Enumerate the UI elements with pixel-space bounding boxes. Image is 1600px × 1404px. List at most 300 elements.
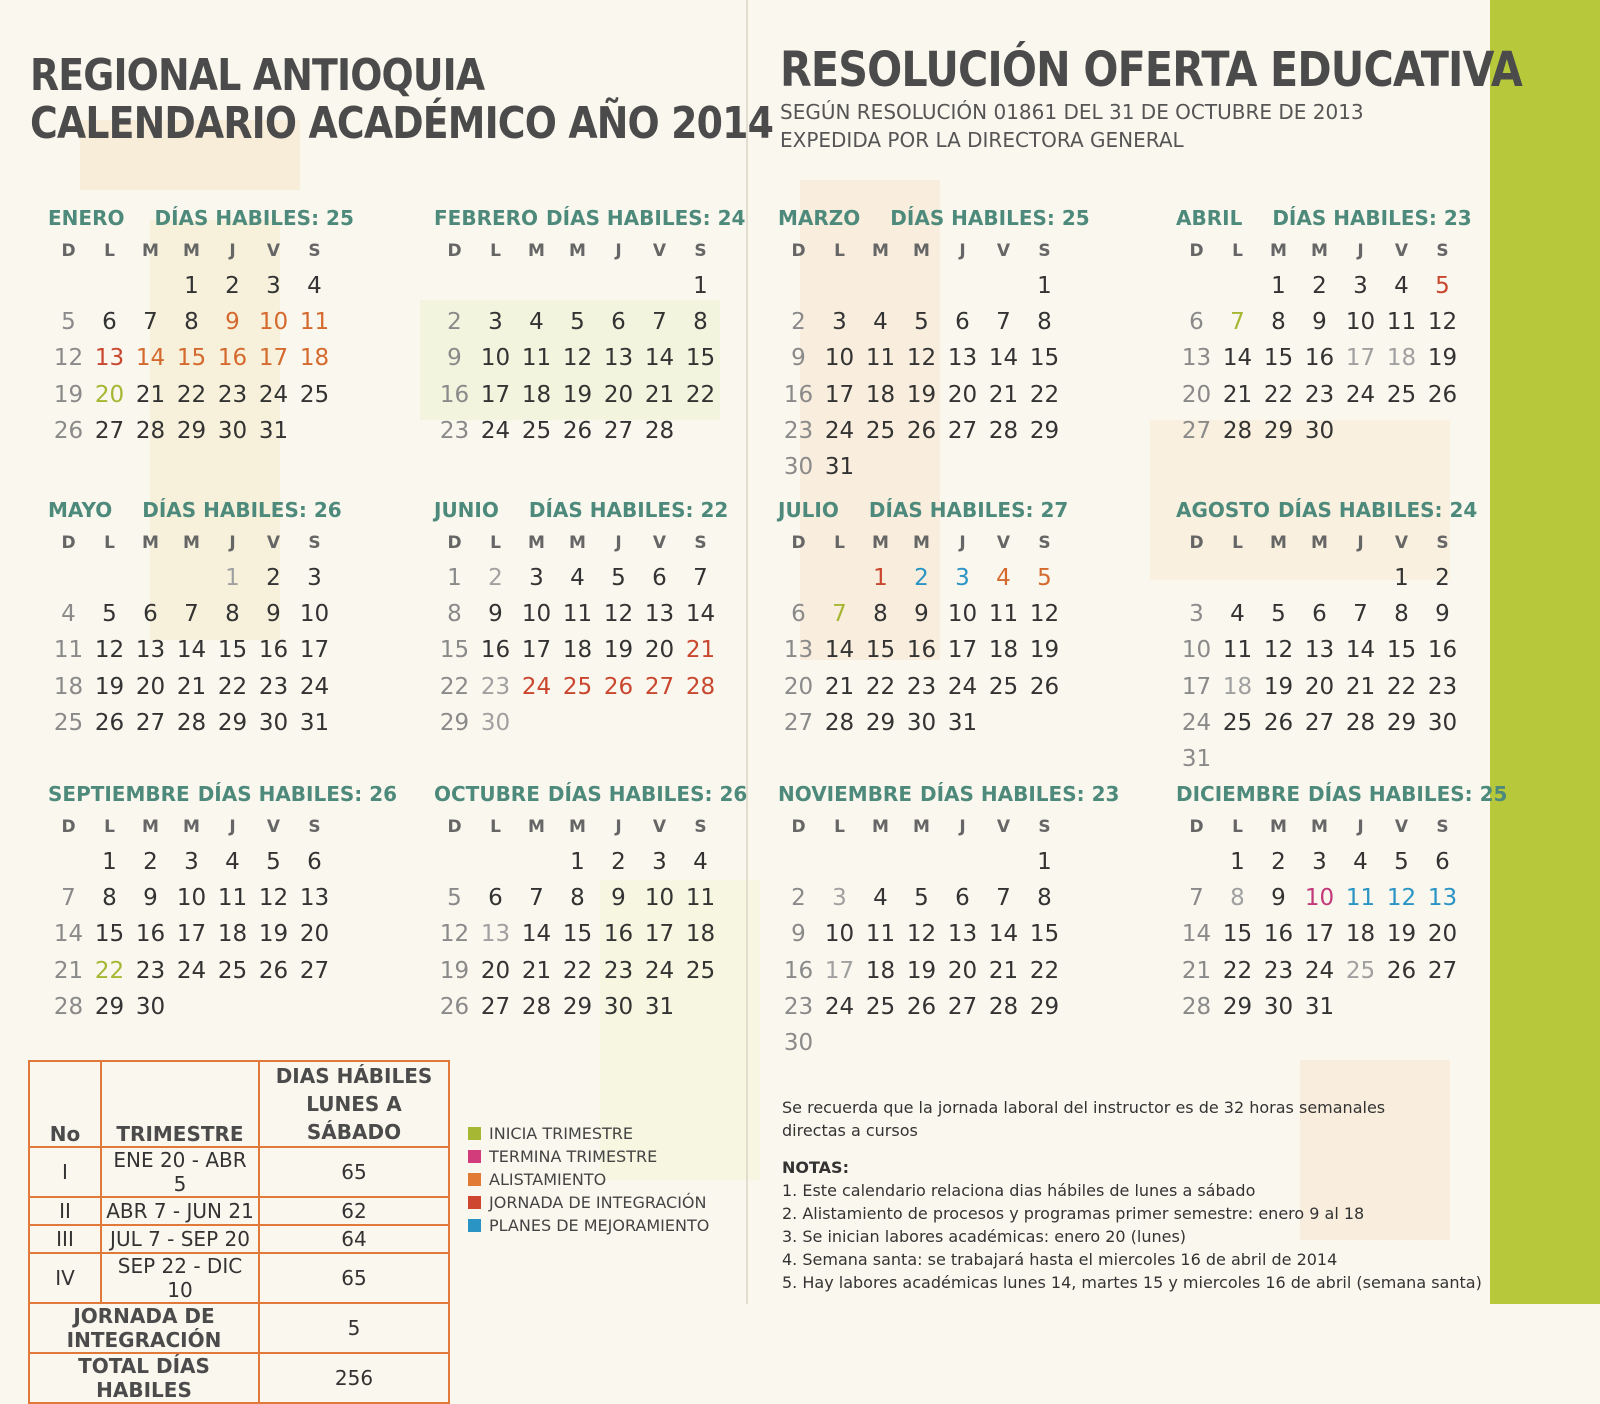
calendar-day: 27 — [299, 957, 330, 984]
note-item: 1. Este calendario relaciona dias hábiles de lunes a sábado — [782, 1181, 1256, 1200]
calendar-day: 23 — [603, 957, 634, 984]
calendar-day: 27 — [947, 993, 978, 1020]
weekday-label: D — [447, 241, 462, 261]
calendar-day: 23 — [217, 381, 248, 408]
calendar-day: 24 — [1181, 709, 1212, 736]
calendar-day: 25 — [1386, 381, 1417, 408]
calendar-day: 11 — [562, 601, 593, 628]
calendar-day: 22 — [94, 957, 125, 984]
weekday-label: S — [694, 533, 707, 553]
weekday-label: V — [996, 241, 1011, 261]
calendar-day: 16 — [603, 921, 634, 948]
calendar-day: 21 — [1181, 957, 1212, 984]
calendar-day: 13 — [299, 885, 330, 912]
calendar-day: 3 — [1189, 601, 1204, 628]
cell-dias: 65 — [259, 1253, 449, 1303]
calendar-day: 12 — [1386, 885, 1417, 912]
calendar-day: 21 — [1222, 381, 1253, 408]
calendar-day: 10 — [644, 885, 675, 912]
calendar-day: 24 — [299, 673, 330, 700]
empty-cell — [983, 268, 1024, 304]
calendar-day: 5 — [266, 849, 281, 875]
empty-cell — [48, 268, 89, 304]
calendar-day: 12 — [603, 601, 634, 628]
weekday-label: L — [490, 817, 501, 837]
weekday-label: M — [913, 241, 930, 261]
empty-cell — [434, 844, 475, 880]
subtitle-line: EXPEDIDA POR LA DIRECTORA GENERAL — [780, 128, 1184, 152]
month-habiles: DÍAS HABILES: 23 — [920, 782, 1120, 806]
calendar-day: 28 — [135, 417, 166, 444]
calendar-day: 1 — [1394, 565, 1409, 591]
legend-swatch — [468, 1150, 481, 1163]
calendar-day: 22 — [1263, 381, 1294, 408]
calendar-day: 21 — [824, 673, 855, 700]
weekday-label: L — [1232, 817, 1243, 837]
weekday-label: L — [490, 533, 501, 553]
calendar-day: 1 — [693, 273, 708, 299]
calendar-day: 28 — [1345, 709, 1376, 736]
calendar-day: 23 — [906, 673, 937, 700]
empty-cell — [819, 844, 860, 880]
calendar-day: 6 — [1189, 309, 1204, 336]
calendar-day: 19 — [1427, 345, 1458, 372]
weekday-label: S — [1038, 817, 1051, 837]
calendar-day: 3 — [266, 273, 281, 299]
calendar-day: 12 — [1263, 637, 1294, 664]
calendar-day: 5 — [1037, 565, 1052, 591]
month-header — [778, 206, 1108, 234]
weekday-label: M — [872, 533, 889, 553]
weekday-label: L — [834, 817, 845, 837]
empty-cell — [1340, 560, 1381, 596]
month-grid — [778, 234, 1108, 485]
calendar-day: 3 — [832, 885, 847, 912]
calendar-day: 9 — [791, 345, 806, 372]
calendar-day: 23 — [439, 417, 470, 444]
weekday-label: S — [1436, 817, 1449, 837]
calendar-day: 27 — [135, 709, 166, 736]
table-row — [29, 1253, 449, 1303]
cell-dias: 65 — [259, 1147, 449, 1197]
calendar-day: 27 — [783, 709, 814, 736]
color-legend — [468, 1122, 709, 1237]
calendar-day: 9 — [1271, 885, 1286, 912]
calendar-day: 9 — [225, 309, 240, 336]
calendar-day: 25 — [988, 673, 1019, 700]
calendar-day: 28 — [1222, 417, 1253, 444]
calendar-day: 1 — [102, 849, 117, 875]
note-item: 5. Hay labores académicas lunes 14, martes 15 y miercoles 16 de abril (semana santa) — [782, 1273, 1482, 1292]
reminder-text: Se recuerda que la jornada laboral del instructor es de 32 horas semanales directas a cursos — [782, 1098, 1386, 1140]
weekday-label: L — [490, 241, 501, 261]
month-name: AGOSTO — [1176, 498, 1270, 522]
calendar-day: 29 — [1029, 417, 1060, 444]
month-name: JUNIO — [434, 498, 499, 522]
weekday-label: M — [1270, 533, 1287, 553]
calendar-day: 16 — [1304, 345, 1335, 372]
calendar-day: 1 — [447, 565, 462, 591]
calendar-day: 14 — [685, 601, 716, 628]
legend-swatch — [468, 1219, 481, 1232]
calendar-day: 20 — [947, 957, 978, 984]
month-header — [434, 498, 764, 526]
calendar-day: 27 — [1181, 417, 1212, 444]
month-grid — [778, 810, 1108, 1061]
calendar-day: 16 — [783, 381, 814, 408]
calendar-day: 17 — [521, 637, 552, 664]
empty-cell — [819, 560, 860, 596]
weekday-label: S — [1436, 533, 1449, 553]
legend-item — [468, 1145, 709, 1168]
empty-cell — [901, 268, 942, 304]
calendar-day: 15 — [562, 921, 593, 948]
calendar-day: 28 — [644, 417, 675, 444]
legend-swatch — [468, 1173, 481, 1186]
calendar-day: 19 — [53, 381, 84, 408]
calendar-day: 3 — [307, 565, 322, 591]
calendar-day: 14 — [176, 637, 207, 664]
calendar-day: 30 — [1263, 993, 1294, 1020]
month-name: NOVIEMBRE — [778, 782, 912, 806]
legend-label: INICIA TRIMESTRE — [489, 1124, 634, 1143]
calendar-day: 15 — [439, 637, 470, 664]
legend-item — [468, 1214, 709, 1237]
calendar-day: 13 — [603, 345, 634, 372]
month-header — [1176, 498, 1506, 526]
calendar-day: 29 — [176, 417, 207, 444]
calendar-day: 3 — [529, 565, 544, 591]
calendar-day: 5 — [570, 309, 585, 336]
calendar-day: 18 — [53, 673, 84, 700]
table-row — [29, 1225, 449, 1253]
calendar-day: 24 — [480, 417, 511, 444]
calendar-day: 26 — [1029, 673, 1060, 700]
weekday-label: L — [104, 241, 115, 261]
calendar-day: 16 — [439, 381, 470, 408]
calendar-day: 30 — [906, 709, 937, 736]
weekday-label: V — [652, 241, 667, 261]
calendar-day: 3 — [1312, 849, 1327, 875]
calendar-day: 10 — [824, 921, 855, 948]
weekday-label: M — [1311, 533, 1328, 553]
calendar-day: 31 — [258, 417, 289, 444]
calendar-day: 15 — [94, 921, 125, 948]
calendar-day: 10 — [299, 601, 330, 628]
calendar-day: 6 — [307, 849, 322, 875]
calendar-day: 8 — [1394, 601, 1409, 628]
calendar-day: 6 — [652, 565, 667, 591]
calendar-day: 20 — [480, 957, 511, 984]
cell-no: II — [29, 1197, 101, 1225]
calendar-day: 25 — [217, 957, 248, 984]
calendar-day: 4 — [1394, 273, 1409, 299]
calendar-day: 13 — [644, 601, 675, 628]
legend-label: PLANES DE MEJORAMIENTO — [489, 1216, 710, 1235]
note-item: 4. Semana santa: se trabajará hasta el miercoles 16 de abril de 2014 — [782, 1250, 1338, 1269]
month-marzo — [778, 206, 1108, 485]
month-abril — [1176, 206, 1506, 449]
cell-dias: 62 — [259, 1197, 449, 1225]
calendar-day: 13 — [1181, 345, 1212, 372]
table-row — [29, 1147, 449, 1197]
month-grid — [1176, 526, 1506, 777]
calendar-day: 29 — [562, 993, 593, 1020]
calendar-day: 13 — [947, 921, 978, 948]
weekday-label: L — [104, 533, 115, 553]
calendar-day: 27 — [94, 417, 125, 444]
calendar-day: 25 — [562, 673, 593, 700]
calendar-day: 11 — [1345, 885, 1376, 912]
calendar-day: 11 — [988, 601, 1019, 628]
calendar-day: 12 — [94, 637, 125, 664]
calendar-day: 11 — [865, 345, 896, 372]
calendar-day: 4 — [1230, 601, 1245, 628]
col-header-dias-line: DIAS HÁBILES — [275, 1064, 433, 1088]
calendar-day: 13 — [1304, 637, 1335, 664]
title-line: REGIONAL ANTIOQUIA — [30, 50, 485, 101]
month-header — [48, 782, 398, 810]
calendar-day: 11 — [865, 921, 896, 948]
calendar-day: 24 — [947, 673, 978, 700]
calendar-day: 7 — [652, 309, 667, 336]
month-header — [1176, 782, 1506, 810]
weekday-label: M — [1311, 817, 1328, 837]
calendar-day: 2 — [1312, 273, 1327, 299]
calendar-day: 2 — [914, 565, 929, 591]
calendar-day: 9 — [266, 601, 281, 628]
calendar-day: 20 — [1181, 381, 1212, 408]
month-noviembre — [778, 782, 1120, 1061]
calendar-day: 26 — [1263, 709, 1294, 736]
calendar-day: 29 — [1222, 993, 1253, 1020]
legend-label: TERMINA TRIMESTRE — [489, 1147, 658, 1166]
empty-cell — [778, 268, 819, 304]
month-grid — [48, 810, 378, 1025]
weekday-label: D — [447, 533, 462, 553]
weekday-label: J — [229, 817, 236, 837]
calendar-day: 26 — [439, 993, 470, 1020]
calendar-day: 24 — [824, 993, 855, 1020]
month-grid — [1176, 234, 1506, 449]
calendar-day: 8 — [102, 885, 117, 912]
calendar-day: 26 — [1427, 381, 1458, 408]
empty-cell — [434, 268, 475, 304]
empty-cell — [557, 268, 598, 304]
calendar-day: 8 — [225, 601, 240, 628]
calendar-day: 12 — [906, 345, 937, 372]
calendar-day: 3 — [1353, 273, 1368, 299]
calendar-day: 6 — [611, 309, 626, 336]
calendar-day: 28 — [53, 993, 84, 1020]
weekday-label: J — [615, 533, 622, 553]
calendar-day: 11 — [685, 885, 716, 912]
calendar-day: 10 — [1304, 885, 1335, 912]
month-name: MAYO — [48, 498, 113, 522]
calendar-day: 30 — [1427, 709, 1458, 736]
calendar-day: 5 — [914, 885, 929, 912]
weekday-label: V — [652, 533, 667, 553]
weekday-label: J — [229, 533, 236, 553]
month-header — [778, 498, 1108, 526]
month-habiles: DÍAS HABILES: 24 — [1277, 498, 1478, 522]
calendar-day: 3 — [955, 565, 970, 591]
calendar-day: 6 — [1312, 601, 1327, 628]
month-habiles: DÍAS HABILES: 25 — [154, 206, 354, 230]
calendar-day: 24 — [644, 957, 675, 984]
calendar-day: 15 — [217, 637, 248, 664]
month-header — [48, 498, 378, 526]
weekday-label: L — [104, 817, 115, 837]
empty-cell — [516, 268, 557, 304]
calendar-day: 10 — [176, 885, 207, 912]
empty-cell — [171, 560, 212, 596]
weekday-label: M — [183, 241, 200, 261]
month-header — [1176, 206, 1506, 234]
calendar-day: 28 — [824, 709, 855, 736]
weekday-label: S — [308, 817, 321, 837]
calendar-day: 20 — [299, 921, 330, 948]
calendar-day: 29 — [1029, 993, 1060, 1020]
calendar-day: 17 — [1345, 345, 1376, 372]
calendar-day: 4 — [61, 601, 76, 628]
calendar-day: 29 — [217, 709, 248, 736]
calendar-day: 29 — [94, 993, 125, 1020]
empty-cell — [778, 844, 819, 880]
weekday-label: V — [652, 817, 667, 837]
weekday-label: M — [569, 533, 586, 553]
calendar-day: 4 — [873, 309, 888, 336]
month-julio — [778, 498, 1108, 741]
empty-cell — [819, 268, 860, 304]
calendar-day: 18 — [1386, 345, 1417, 372]
calendar-day: 11 — [521, 345, 552, 372]
calendar-day: 20 — [1427, 921, 1458, 948]
calendar-day: 31 — [644, 993, 675, 1020]
calendar-day: 22 — [1386, 673, 1417, 700]
month-habiles: DÍAS HABILES: 26 — [142, 498, 342, 522]
calendar-day: 7 — [143, 309, 158, 336]
weekday-label: D — [61, 817, 76, 837]
calendar-day: 24 — [1304, 957, 1335, 984]
weekday-label: D — [61, 533, 76, 553]
jornada-label: JORNADA DE INTEGRACIÓN — [29, 1303, 259, 1353]
weekday-label: V — [1394, 817, 1409, 837]
cell-no: IV — [29, 1253, 101, 1303]
calendar-day: 29 — [865, 709, 896, 736]
weekday-label: M — [528, 241, 545, 261]
calendar-day: 13 — [947, 345, 978, 372]
calendar-day: 7 — [529, 885, 544, 912]
cell-dias: 64 — [259, 1225, 449, 1253]
calendar-day: 18 — [865, 381, 896, 408]
calendar-day: 12 — [562, 345, 593, 372]
calendar-day: 18 — [1345, 921, 1376, 948]
calendar-day: 12 — [1427, 309, 1458, 336]
calendar-day: 14 — [988, 921, 1019, 948]
empty-cell — [516, 844, 557, 880]
calendar-day: 8 — [447, 601, 462, 628]
calendar-day: 21 — [1345, 673, 1376, 700]
calendar-day: 9 — [1312, 309, 1327, 336]
weekday-label: M — [1270, 817, 1287, 837]
calendar-day: 5 — [914, 309, 929, 336]
calendar-day: 21 — [988, 957, 1019, 984]
calendar-day: 16 — [1263, 921, 1294, 948]
calendar-day: 14 — [135, 345, 166, 372]
calendar-day: 22 — [439, 673, 470, 700]
calendar-day: 11 — [299, 309, 330, 336]
calendar-day: 6 — [143, 601, 158, 628]
legend-swatch — [468, 1196, 481, 1209]
calendar-day: 16 — [1427, 637, 1458, 664]
calendar-day: 4 — [996, 565, 1011, 591]
weekday-label: L — [834, 533, 845, 553]
empty-cell — [48, 844, 89, 880]
month-agosto — [1176, 498, 1506, 777]
calendar-day: 14 — [1345, 637, 1376, 664]
calendar-day: 7 — [1230, 309, 1245, 336]
calendar-day: 22 — [217, 673, 248, 700]
calendar-day: 20 — [783, 673, 814, 700]
calendar-day: 17 — [824, 381, 855, 408]
month-header — [434, 206, 764, 234]
calendar-day: 2 — [266, 565, 281, 591]
empty-cell — [598, 268, 639, 304]
calendar-day: 16 — [258, 637, 289, 664]
calendar-day: 25 — [521, 417, 552, 444]
calendar-day: 28 — [521, 993, 552, 1020]
calendar-day: 9 — [488, 601, 503, 628]
calendar-day: 15 — [865, 637, 896, 664]
month-febrero — [434, 206, 764, 449]
calendar-day: 22 — [1029, 957, 1060, 984]
calendar-day: 6 — [488, 885, 503, 912]
calendar-day: 14 — [1181, 921, 1212, 948]
calendar-day: 29 — [1263, 417, 1294, 444]
weekday-label: L — [1232, 533, 1243, 553]
month-diciembre — [1176, 782, 1506, 1025]
calendar-day: 13 — [135, 637, 166, 664]
empty-cell — [89, 268, 130, 304]
subtitle-line: SEGÚN RESOLUCIÓN 01861 DEL 31 DE OCTUBRE DE 2013 — [780, 100, 1364, 124]
notes-title: NOTAS: — [782, 1158, 849, 1177]
calendar-day: 9 — [611, 885, 626, 912]
calendar-day: 18 — [685, 921, 716, 948]
weekday-label: S — [308, 241, 321, 261]
total-label: TOTAL DÍAS HABILES — [29, 1353, 259, 1403]
calendar-day: 13 — [783, 637, 814, 664]
calendar-day: 20 — [135, 673, 166, 700]
weekday-label: V — [266, 241, 281, 261]
month-header — [48, 206, 378, 234]
col-header-dias-line: LUNES A SÁBADO — [306, 1092, 402, 1144]
empty-cell — [48, 560, 89, 596]
calendar-day: 2 — [611, 849, 626, 875]
calendar-day: 14 — [53, 921, 84, 948]
weekday-label: J — [959, 817, 966, 837]
month-name: ABRIL — [1176, 206, 1243, 230]
calendar-day: 11 — [217, 885, 248, 912]
calendar-day: 5 — [447, 885, 462, 912]
calendar-day: 13 — [480, 921, 511, 948]
calendar-day: 14 — [644, 345, 675, 372]
calendar-day: 22 — [1029, 381, 1060, 408]
weekday-label: M — [913, 817, 930, 837]
month-grid — [778, 526, 1108, 741]
calendar-day: 12 — [258, 885, 289, 912]
calendar-day: 24 — [1345, 381, 1376, 408]
